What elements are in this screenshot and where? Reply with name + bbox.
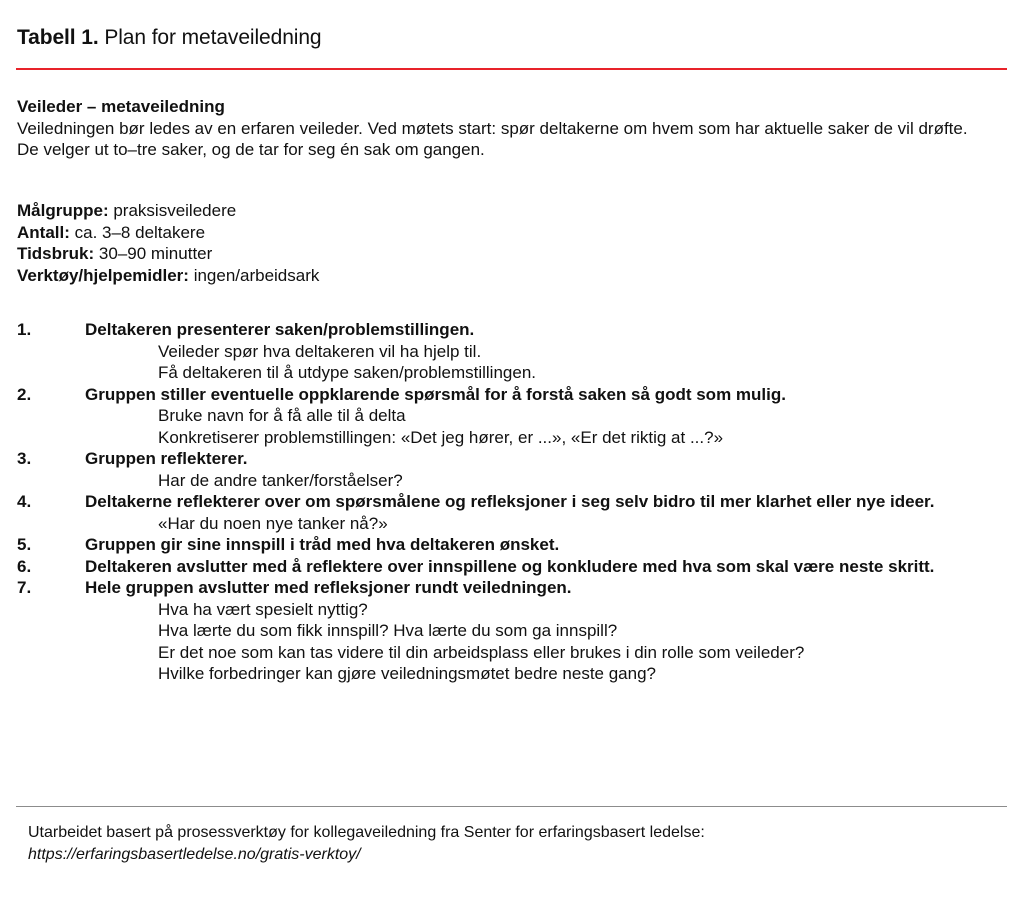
- step-sublist: [85, 341, 1007, 384]
- meta-key: Verktøy/hjelpemidler:: [17, 265, 189, 285]
- table-title: Plan for metaveiledning: [104, 26, 322, 49]
- meta-value: ingen/arbeidsark: [193, 265, 320, 285]
- step-sublist: [85, 513, 1007, 535]
- step-text: Gruppen gir sine innspill i tråd med hva deltakeren ønsket.: [85, 535, 560, 554]
- top-red-rule: [16, 68, 1007, 70]
- meta-value: ca. 3–8 deltakere: [74, 222, 206, 242]
- step-text: Deltakeren presenterer saken/problemstillingen.: [85, 320, 475, 339]
- meta-key: Målgruppe:: [17, 201, 109, 220]
- step-number: 7.: [17, 578, 32, 597]
- step-item: [17, 384, 1007, 449]
- step-number: 5.: [17, 535, 32, 554]
- meta-row: [17, 222, 319, 244]
- intro-paragraph: Veiledningen bør ledes av en erfaren veileder. Ved møtets start: spør deltakerne om hvem som har aktuelle saker de vil drøfte. De velger ut to–tre saker, og de tar for seg én sak om gangen.: [17, 118, 968, 159]
- step-item: [17, 319, 1007, 384]
- step-item: [17, 534, 1007, 556]
- step-subtext: Er det noe som kan tas videre til din arbeidsplass eller brukes i din rolle som veileder?: [158, 642, 805, 662]
- step-number: 2.: [17, 384, 32, 404]
- step-subtext: Hva lærte du som fikk innspill? Hva lærte du som ga innspill?: [158, 621, 618, 640]
- step-text: Gruppen reflekterer.: [85, 449, 248, 468]
- meta-row: [17, 265, 319, 287]
- step-number: 6.: [17, 556, 32, 576]
- step-sublist: [85, 470, 1007, 492]
- meta-value: 30–90 minutter: [98, 244, 213, 263]
- step-number: 3.: [17, 449, 32, 468]
- intro-block: [17, 96, 992, 161]
- step-number: 1.: [17, 320, 32, 339]
- step-text: Deltakerne reflekterer over om spørsmålene og refleksjoner i seg selv bidro til mer klarhet eller nye ideer.: [85, 492, 935, 511]
- step-text: Gruppen stiller eventuelle oppklarende spørsmål for å forstå saken så godt som mulig.: [85, 384, 786, 404]
- table-number-label: Tabell 1.: [17, 26, 99, 49]
- step-item: [17, 491, 1007, 534]
- step-subtext: Veileder spør hva deltakeren vil ha hjelp til.: [158, 341, 482, 361]
- meta-row: [17, 200, 319, 222]
- step-item: [17, 448, 1007, 491]
- meta-key: Tidsbruk:: [17, 244, 95, 263]
- step-subtext: Har de andre tanker/forståelser?: [158, 470, 403, 490]
- step-text: Hele gruppen avslutter med refleksjoner rundt veiledningen.: [85, 578, 572, 597]
- source-note: Utarbeidet basert på prosessverktøy for kollegaveiledning fra Senter for erfaringsbasert ledelse:: [28, 824, 705, 841]
- meta-key: Antall:: [17, 222, 70, 242]
- source-url[interactable]: https://erfaringsbasertledelse.no/gratis-verktoy/: [28, 846, 361, 863]
- step-subtext: Konkretiserer problemstillingen: «Det jeg hører, er ...», «Er det riktig at ...?»: [158, 427, 724, 447]
- step-number: 4.: [17, 492, 32, 511]
- step-sublist: [85, 405, 1007, 448]
- step-sublist: [85, 599, 1007, 685]
- source-footer: [28, 822, 988, 866]
- steps-list: [17, 319, 1007, 685]
- footer-divider-rule: [16, 806, 1007, 807]
- step-text: Deltakeren avslutter med å reflektere over innspillene og konkludere med hva som skal være neste skritt.: [85, 556, 935, 576]
- step-subtext: Få deltakeren til å utdype saken/problemstillingen.: [158, 363, 536, 382]
- step-subtext: «Har du noen nye tanker nå?»: [158, 513, 388, 533]
- step-subtext: Hva ha vært spesielt nyttig?: [158, 599, 368, 619]
- step-item: [17, 577, 1007, 685]
- step-subtext: Hvilke forbedringer kan gjøre veiledningsmøtet bedre neste gang?: [158, 664, 656, 683]
- step-item: [17, 556, 1007, 578]
- meta-row: [17, 243, 319, 265]
- intro-heading: Veileder – metaveiledning: [17, 97, 225, 116]
- table-caption: [17, 25, 322, 51]
- meta-list: [17, 200, 319, 286]
- meta-value: praksisveiledere: [113, 201, 237, 220]
- step-subtext: Bruke navn for å få alle til å delta: [158, 406, 406, 425]
